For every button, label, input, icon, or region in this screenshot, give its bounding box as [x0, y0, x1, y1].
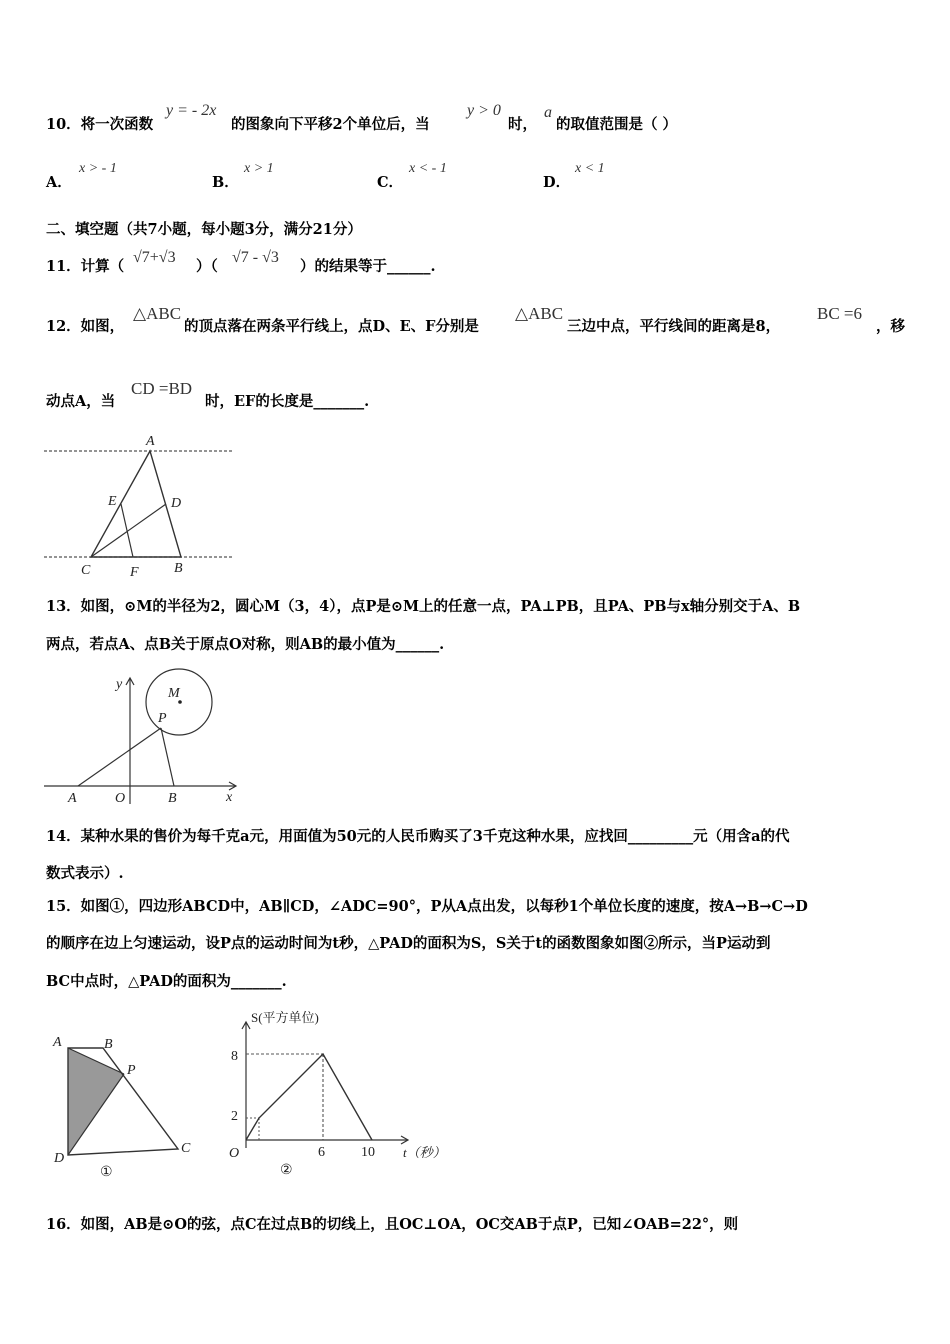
section-heading: 二、填空题（共7小题，每小题3分，满分21分） [46, 221, 362, 238]
q13-label-x: x [226, 790, 233, 805]
q15-fig1-label-b: B [104, 1037, 113, 1052]
q12-triangle-1: △ABC [133, 304, 182, 323]
q10-option-c-expr: x < - 1 [409, 161, 447, 176]
q15-tick-6: 6 [318, 1145, 325, 1160]
q15-origin-label: O [229, 1146, 240, 1161]
q12-stem-a: 12．如图， [46, 318, 125, 335]
q16-line1: 16．如图，AB是⊙O的弦，点C在过点B的切线上，且OC⊥OA，OC交AB于点P，已知∠OAB=22°，则 [46, 1216, 739, 1233]
q13-segment-pa [78, 728, 161, 786]
q13-label-m: M [168, 686, 180, 701]
q12-segment-cd [91, 504, 166, 557]
q10-option-c-label: C． [377, 174, 404, 191]
q12-label-b: B [174, 561, 183, 576]
q12-line2-b: 时，EF的长度是_______. [205, 393, 370, 410]
q12-segment-ef [121, 504, 133, 557]
q12-triangle-figure [40, 428, 240, 580]
q15-fig1-label-p: P [127, 1063, 136, 1078]
q15-s-axis-label: S(平方单位) [251, 1010, 319, 1025]
q12-stem-c: 三边中点，平行线间的距离是8， [567, 318, 781, 335]
q14-line2: 数式表示）. [46, 865, 124, 882]
q14-line1: 14．某种水果的售价为每千克a元，用面值为50元的人民币购买了3千克这种水果，应找回_________元（用含a的代 [46, 828, 790, 845]
q12-line2-a: 动点A，当 [46, 393, 116, 410]
q13-label-p: P [158, 711, 167, 726]
q12-triangle-abc [91, 451, 181, 557]
q10-stem-a: 10．将一次函数 [46, 116, 154, 133]
q15-tick-8: 8 [231, 1049, 238, 1064]
q15-function-graph [222, 1008, 462, 1180]
q10-option-a-expr: x > - 1 [79, 161, 117, 176]
q15-line2: 的顺序在边上匀速运动，设P点的运动时间为t秒，△PAD的面积为S，S关于t的函数图象如图②所示，当P运动到 [46, 935, 771, 952]
q10-option-a-label: A． [46, 174, 72, 191]
q13-label-a: A [68, 791, 77, 806]
q12-label-e: E [108, 494, 117, 509]
q11-stem-a: 11．计算（ [46, 258, 125, 275]
q12-label-a: A [146, 434, 155, 449]
q10-stem-c: 时， [508, 116, 537, 133]
q10-condition-expr: y > 0 [467, 102, 501, 119]
q15-line3: BC中点时，△PAD的面积为_______. [46, 973, 287, 990]
q10-option-d-label: D． [543, 174, 571, 191]
q12-stem-b: 的顶点落在两条平行线上，点D、E、F分别是 [184, 318, 479, 335]
q13-label-o: O [115, 791, 126, 806]
q12-bc-expr: BC =6 [817, 304, 863, 323]
q15-t-axis-label: t（秒） [403, 1145, 446, 1160]
q15-graph-line [246, 1054, 372, 1140]
q15-fig1-label-d: D [54, 1151, 65, 1166]
q15-tick-10: 10 [361, 1145, 375, 1160]
q13-label-y: y [116, 677, 123, 692]
q10-option-b-label: B． [212, 174, 239, 191]
q10-option-b-expr: x > 1 [244, 161, 274, 176]
q15-fig1-caption: ① [100, 1165, 113, 1180]
q12-label-c: C [81, 563, 91, 578]
q15-quadrilateral-figure [48, 1030, 208, 1180]
q10-stem-b: 的图象向下平移2个单位后，当 [231, 116, 430, 133]
q12-label-f: F [130, 565, 139, 580]
q12-label-d: D [171, 496, 182, 511]
q13-line2: 两点，若点A、点B关于原点O对称，则AB的最小值为______. [46, 636, 445, 653]
q10-variable-expr: a [544, 104, 552, 121]
q13-coordinate-figure [40, 666, 240, 808]
q13-label-b: B [168, 791, 177, 806]
q11-expression-1: √7+√3 [133, 249, 176, 266]
q11-expression-2: √7 - √3 [232, 249, 279, 266]
q12-triangle-2: △ABC [515, 304, 564, 323]
q15-tick-2: 2 [231, 1109, 238, 1124]
q11-stem-c: ）的结果等于______. [300, 258, 436, 275]
q10-function-expr: y = - 2x [166, 102, 217, 119]
q13-segment-pb [161, 728, 174, 786]
q10-option-d-expr: x < 1 [575, 161, 605, 176]
q11-stem-b: ）（ [196, 258, 218, 275]
q12-stem-d: ，移 [876, 318, 905, 335]
q10-stem-d: 的取值范围是（ ） [556, 116, 678, 133]
q15-fig1-label-c: C [181, 1141, 191, 1156]
q12-cd-expr: CD =BD [131, 379, 193, 398]
q15-fig2-caption: ② [280, 1163, 293, 1178]
q13-line1: 13．如图，⊙M的半径为2，圆心M（3，4），点P是⊙M上的任意一点，PA⊥PB，且PA、PB与x轴分别交于A、B [46, 598, 801, 615]
q15-fig1-label-a: A [53, 1035, 62, 1050]
q15-line1: 15．如图①，四边形ABCD中，AB∥CD，∠ADC=90°，P从A点出发，以每秒1个单位长度的速度，按A→B→C→D [46, 898, 808, 915]
